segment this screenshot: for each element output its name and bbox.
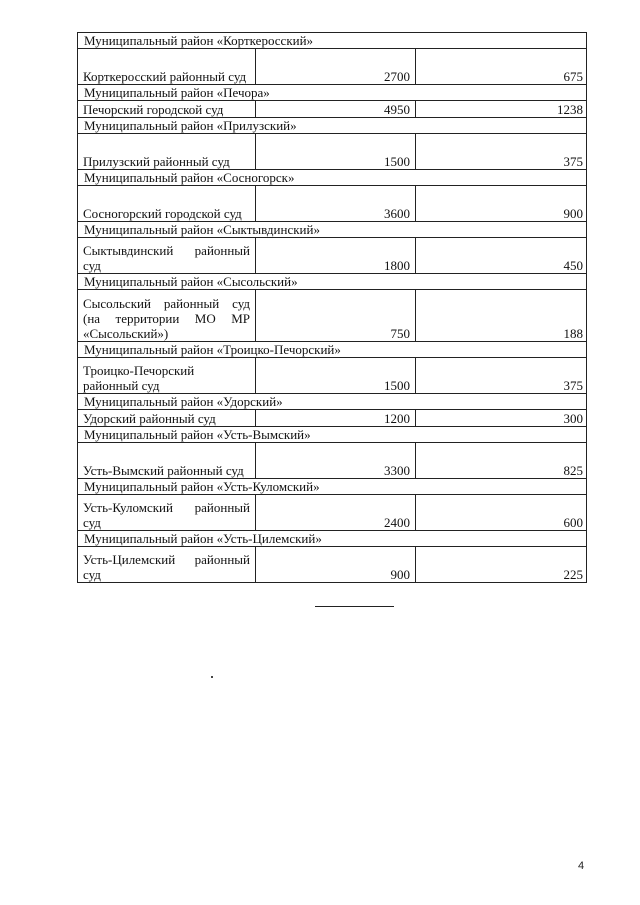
court-row: [78, 358, 587, 394]
court-row: [78, 134, 587, 170]
court-value-1: 2700: [256, 49, 416, 85]
court-name: Сысольский районный суд (на территории МО МР «Сысольский»): [78, 290, 256, 342]
court-name: Корткеросский районный суд: [78, 49, 256, 85]
court-value-2: 600: [416, 495, 587, 531]
court-row: [78, 49, 587, 85]
district-row: [78, 274, 587, 290]
court-name: Печорский городской суд: [78, 101, 256, 118]
court-name: Усть-Вымский районный суд: [78, 443, 256, 479]
court-name: Прилузский районный суд: [78, 134, 256, 170]
district-row: [78, 222, 587, 238]
district-row: [78, 479, 587, 495]
court-value-2: 188: [416, 290, 587, 342]
court-row: [78, 186, 587, 222]
court-row: [78, 547, 587, 583]
court-value-1: 3300: [256, 443, 416, 479]
court-value-2: 825: [416, 443, 587, 479]
court-value-2: 375: [416, 134, 587, 170]
scan-speck: [211, 676, 213, 678]
district-row: [78, 85, 587, 101]
district-name: Муниципальный район «Удорский»: [78, 394, 587, 410]
court-row: [78, 238, 587, 274]
closing-rule: [315, 606, 394, 607]
district-row: [78, 427, 587, 443]
district-row: [78, 33, 587, 49]
court-row: [78, 290, 587, 342]
courts-table: [77, 32, 587, 583]
court-row: [78, 443, 587, 479]
district-name: Муниципальный район «Печора»: [78, 85, 587, 101]
court-value-2: 375: [416, 358, 587, 394]
district-name: Муниципальный район «Сысольский»: [78, 274, 587, 290]
court-value-1: 1800: [256, 238, 416, 274]
court-value-2: 225: [416, 547, 587, 583]
court-value-1: 1500: [256, 134, 416, 170]
court-value-1: 750: [256, 290, 416, 342]
court-value-2: 900: [416, 186, 587, 222]
district-row: [78, 170, 587, 186]
court-value-2: 300: [416, 410, 587, 427]
court-name: Сосногорский городской суд: [78, 186, 256, 222]
court-value-1: 1500: [256, 358, 416, 394]
district-row: [78, 394, 587, 410]
court-name: Усть-Цилемский районный суд: [78, 547, 256, 583]
court-row: [78, 101, 587, 118]
district-name: Муниципальный район «Троицко-Печорский»: [78, 342, 587, 358]
district-row: [78, 531, 587, 547]
court-value-1: 900: [256, 547, 416, 583]
district-row: [78, 118, 587, 134]
district-name: Муниципальный район «Усть-Цилемский»: [78, 531, 587, 547]
district-name: Муниципальный район «Корткеросский»: [78, 33, 587, 49]
court-value-1: 1200: [256, 410, 416, 427]
court-name: Троицко-Печорский районный суд: [78, 358, 256, 394]
court-row: [78, 410, 587, 427]
court-value-1: 2400: [256, 495, 416, 531]
court-name: Усть-Куломский районный суд: [78, 495, 256, 531]
page-number: 4: [578, 860, 585, 872]
district-name: Муниципальный район «Усть-Куломский»: [78, 479, 587, 495]
district-name: Муниципальный район «Усть-Вымский»: [78, 427, 587, 443]
court-value-1: 4950: [256, 101, 416, 118]
court-name: Удорский районный суд: [78, 410, 256, 427]
court-value-2: 1238: [416, 101, 587, 118]
court-row: [78, 495, 587, 531]
court-value-2: 450: [416, 238, 587, 274]
district-row: [78, 342, 587, 358]
court-name: Сыктывдинский районный суд: [78, 238, 256, 274]
court-value-1: 3600: [256, 186, 416, 222]
court-value-2: 675: [416, 49, 587, 85]
district-name: Муниципальный район «Сосногорск»: [78, 170, 587, 186]
district-name: Муниципальный район «Прилузский»: [78, 118, 587, 134]
district-name: Муниципальный район «Сыктывдинский»: [78, 222, 587, 238]
